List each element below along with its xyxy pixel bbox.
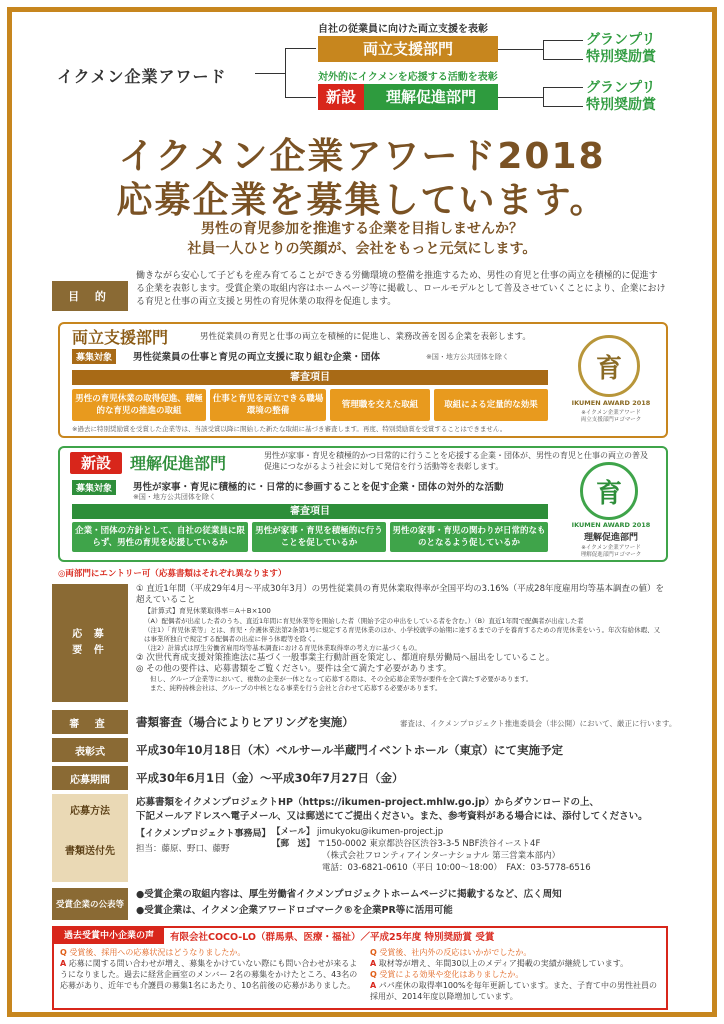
rikai-new-tag: 新設 — [70, 452, 122, 474]
send-label: 書類送付先 — [65, 846, 115, 857]
entry-note: ◎両部門にエントリー可（応募書類はそれぞれ異なります） — [58, 569, 287, 579]
send-staff: 担当：藤原、野口、藤野 — [136, 844, 230, 854]
voice-right: Q 受賞後、社内外の反応はいかがでしたか。 A 取材等が増え、年間30以上のメディア掲載の実績が継続しています。 Q 受賞による効果や変化はありましたか。 A パパ産休の取得率100%を毎年更新しています。また、子育て中の男性社員の採用が、2014年度以降増加しています。 — [370, 948, 657, 1001]
new-tag: 新設 — [318, 84, 364, 110]
ryoritsu-emblem-note2: 両立支援部門ロゴマーク — [580, 417, 642, 423]
publish-text: ●受賞企業の取組内容は、厚生労働省イクメンプロジェクトホームページに掲載するなど、広く周知 ●受賞企業は、イクメン企業アワードロゴマーク®を企業PR等に活用可能 — [136, 889, 562, 916]
rikai-desc: 男性が家事・育児を積極的かつ日常的に行うことを応援する企業・団体が、男性の育児と仕事の両立の普及促進につながるよう社会に対して発信を行う活動等を表彰します。 — [264, 451, 648, 471]
method-text: 応募書類をイクメンプロジェクトHP（https://ikumen-project.mhlw.go.jp）からダウンロードの上、 下記メールアドレスへ電子メール、又は郵送にてご提出ください。また、参考資料がある場合には、添付してください。 — [136, 797, 648, 822]
rikai-target: 男性が家事・育児に積極的に・日常的に参画することを促す企業・団体の対外的な活動 — [133, 482, 504, 493]
rikai-emblem-dept: 理解促進部門 — [583, 533, 638, 543]
ryoritsu-target-label: 募集対象 — [72, 349, 116, 364]
ryoritsu-item: 仕事と育児を両立できる職場環境の整備 — [210, 389, 326, 421]
ryoritsu-target-note: ※国・地方公共団体を除く — [426, 353, 509, 361]
rikai-item: 男性が家事・育児を積極的に行うことを促しているか — [252, 522, 386, 552]
method-label: 応募方法 — [70, 806, 110, 817]
rikai-title: 理解促進部門 — [130, 454, 227, 473]
rikai-emblem-title: IKUMEN AWARD 2018 — [571, 521, 651, 529]
rikai-emblem-note1: ※イクメン企業アワード — [581, 545, 641, 551]
rikai-caption: 対外的にイクメンを応援する活動を表彰 — [318, 72, 498, 83]
ryoritsu-item: 管理職を交えた取組 — [330, 389, 430, 421]
rikai-review-header: 審査項目 — [72, 504, 548, 519]
voice-company: 有限会社COCO-LO（群馬県、医療・福祉）／平成25年度 特別奨励賞 受賞 — [170, 932, 495, 943]
award-name: イクメン企業アワード — [57, 67, 227, 86]
rikai-target-note: ※国・地方公共団体を除く — [133, 493, 216, 501]
period-text: 平成30年6月1日（金）〜平成30年7月27日（金） — [136, 771, 404, 785]
send-office: 【イクメンプロジェクト事務局】 — [136, 829, 271, 839]
period-label: 応募期間 — [52, 766, 128, 790]
ryoritsu-note: ※過去に特別奨励賞を受賞した企業等は、当該受賞以降に開始した新たな取組に基づき審査します。再度、特別奨励賞を受賞することはできません。 — [72, 425, 507, 433]
send-contact: 【メール】 jimukyoku@ikumen-project.jp 【郵 送】 〒150-0002 東京都渋谷区渋谷3-3-5 NBF渋谷イースト4F （株式会社フロンティアインターナショナル 第三営業本部内） 電話：03-6821-0610（平日 10:00〜18:00） FAX：03-5778-6516 — [272, 827, 591, 873]
hero-title-2: 応募企業を募集しています。 — [116, 180, 608, 221]
review-sub: 審査は、イクメンプロジェクト推進委員会（非公開）において、厳正に行います。 — [400, 719, 677, 728]
review-main: 書類審査（場合によりヒアリングを実施） — [136, 715, 354, 729]
purpose-label: 目 的 — [52, 281, 128, 311]
hero-sub-1: 男性の育児参加を推進する企業を目指しませんか？ — [201, 221, 523, 237]
ryoritsu-desc: 男性従業員の育児と仕事の両立を積極的に促進し、業務改善を図る企業を表彰します。 — [200, 332, 531, 342]
grandprix-2: グランプリ 特別奨励賞 — [586, 80, 656, 113]
review-label: 審 査 — [52, 710, 128, 734]
ryoritsu-title: 両立支援部門 — [72, 328, 169, 347]
requirements-body: ① 直近1年間（平成29年4月〜平成30年3月）の男性従業員の育児休業取得率が全国平均の3.16%（平成28年度雇用均等基本調査の値）を超えていること 【計算式】育児休業取得率＝A＋B×100 （A）配偶者が出産した者のうち、直近1年間に育児休業等を開始した者（開始予定の申出をしている者を含む。）（B）直近1年間で配偶者が出産した者 （注1）「育児休業等」とは、育児・介護休業法第2条第1号に規定する育児休業のほか、小学校就学の始期に達するまでの子を養育するための育児休業をいう。年次有給休暇、又は事業所独自で規定する配偶者の出産に伴う休暇等を除く。 （注2）計算式は厚生労働省雇用均等基本調査における育児休業取得率の考え方に基づくもの。 ② 次世代育成支援対策推進法に基づく一般事業主行動計画を策定し、都道府県労働局へ届出をしていること。 ◎ その他の要件は、応募書類をご覧ください。要件は全て満たす必要があります。 但し、グループ企業等において、複数の企業が一体となって応募する際は、その全応募企業等が要件を全て満たす必要があります。 また、純粋持株会社は、グループの中核となる事業を行う会社と合わせて応募する必要があります。 — [136, 584, 665, 692]
ryoritsu-target: 男性従業員の仕事と育児の両立支援に取り組む企業・団体 — [133, 352, 381, 363]
ryoritsu-review-header: 審査項目 — [72, 370, 548, 385]
requirements-label: 応 募 要 件 — [52, 584, 128, 702]
purpose-text: 働きながら安心して子どもを産み育てることができる労働環境の整備を推進するため、男性の育児と仕事の両立を積極的に促進する企業を表彰します。受賞企業の取組内容はホームページ等に掲載し、ロールモデルとして普及させていくことにより、企業における育児と仕事の両立支援と男性の育児休業の取得を促進します。 — [136, 271, 666, 307]
ryoritsu-caption: 自社の従業員に向けた両立支援を表彰 — [318, 24, 488, 35]
ryoritsu-item: 男性の育児休業の取得促進、積極的な育児の推進の取組 — [72, 389, 206, 421]
rikai-target-label: 募集対象 — [72, 480, 116, 495]
ryoritsu-item: 取組による定量的な効果 — [434, 389, 548, 421]
rikai-emblem-icon: 育 — [580, 462, 638, 520]
grandprix-1: グランプリ 特別奨励賞 — [586, 32, 656, 65]
rikai-emblem-note2: 理解促進部門ロゴマーク — [580, 552, 642, 558]
rikai-item: 企業・団体の方針として、自社の従業員に限らず、男性の育児を応援しているか — [72, 522, 248, 552]
ryoritsu-emblem-icon: 育 — [578, 335, 640, 397]
voice-label: 過去受賞中小企業の声 — [54, 928, 164, 944]
ceremony-text: 平成30年10月18日（木）ベルサール半蔵門イベントホール（東京）にて実施予定 — [136, 743, 564, 757]
hero-title-1: イクメン企業アワード2018 — [118, 136, 606, 177]
send-mail[interactable]: jimukyoku@ikumen-project.jp — [317, 827, 444, 837]
ryoritsu-label: 両立支援部門 — [318, 36, 498, 62]
rikai-label: 理解促進部門 — [364, 84, 498, 110]
ceremony-label: 表彰式 — [52, 738, 128, 762]
publish-label: 受賞企業の公表等 — [52, 888, 128, 920]
ryoritsu-emblem-title: IKUMEN AWARD 2018 — [571, 399, 651, 407]
voice-left: Q 受賞後、採用への応募状況はどうなりましたか。 A 応募に関する問い合わせが増え、募集をかけていない際にも問い合わせが来るようになりました。過去に経営企画室のメンバー 2名の募集をかけたところ、43名の応募があり、近年でも介護員の募集1名にあたり、10名前後の応募がありました。 — [60, 948, 358, 990]
rikai-item: 男性の家事・育児の関わりが日常的なものとなるよう促しているか — [390, 522, 548, 552]
hero-sub-2: 社員一人ひとりの笑顔が、会社をもっと元気にします。 — [187, 241, 537, 257]
ryoritsu-emblem-note1: ※イクメン企業アワード — [581, 410, 641, 416]
